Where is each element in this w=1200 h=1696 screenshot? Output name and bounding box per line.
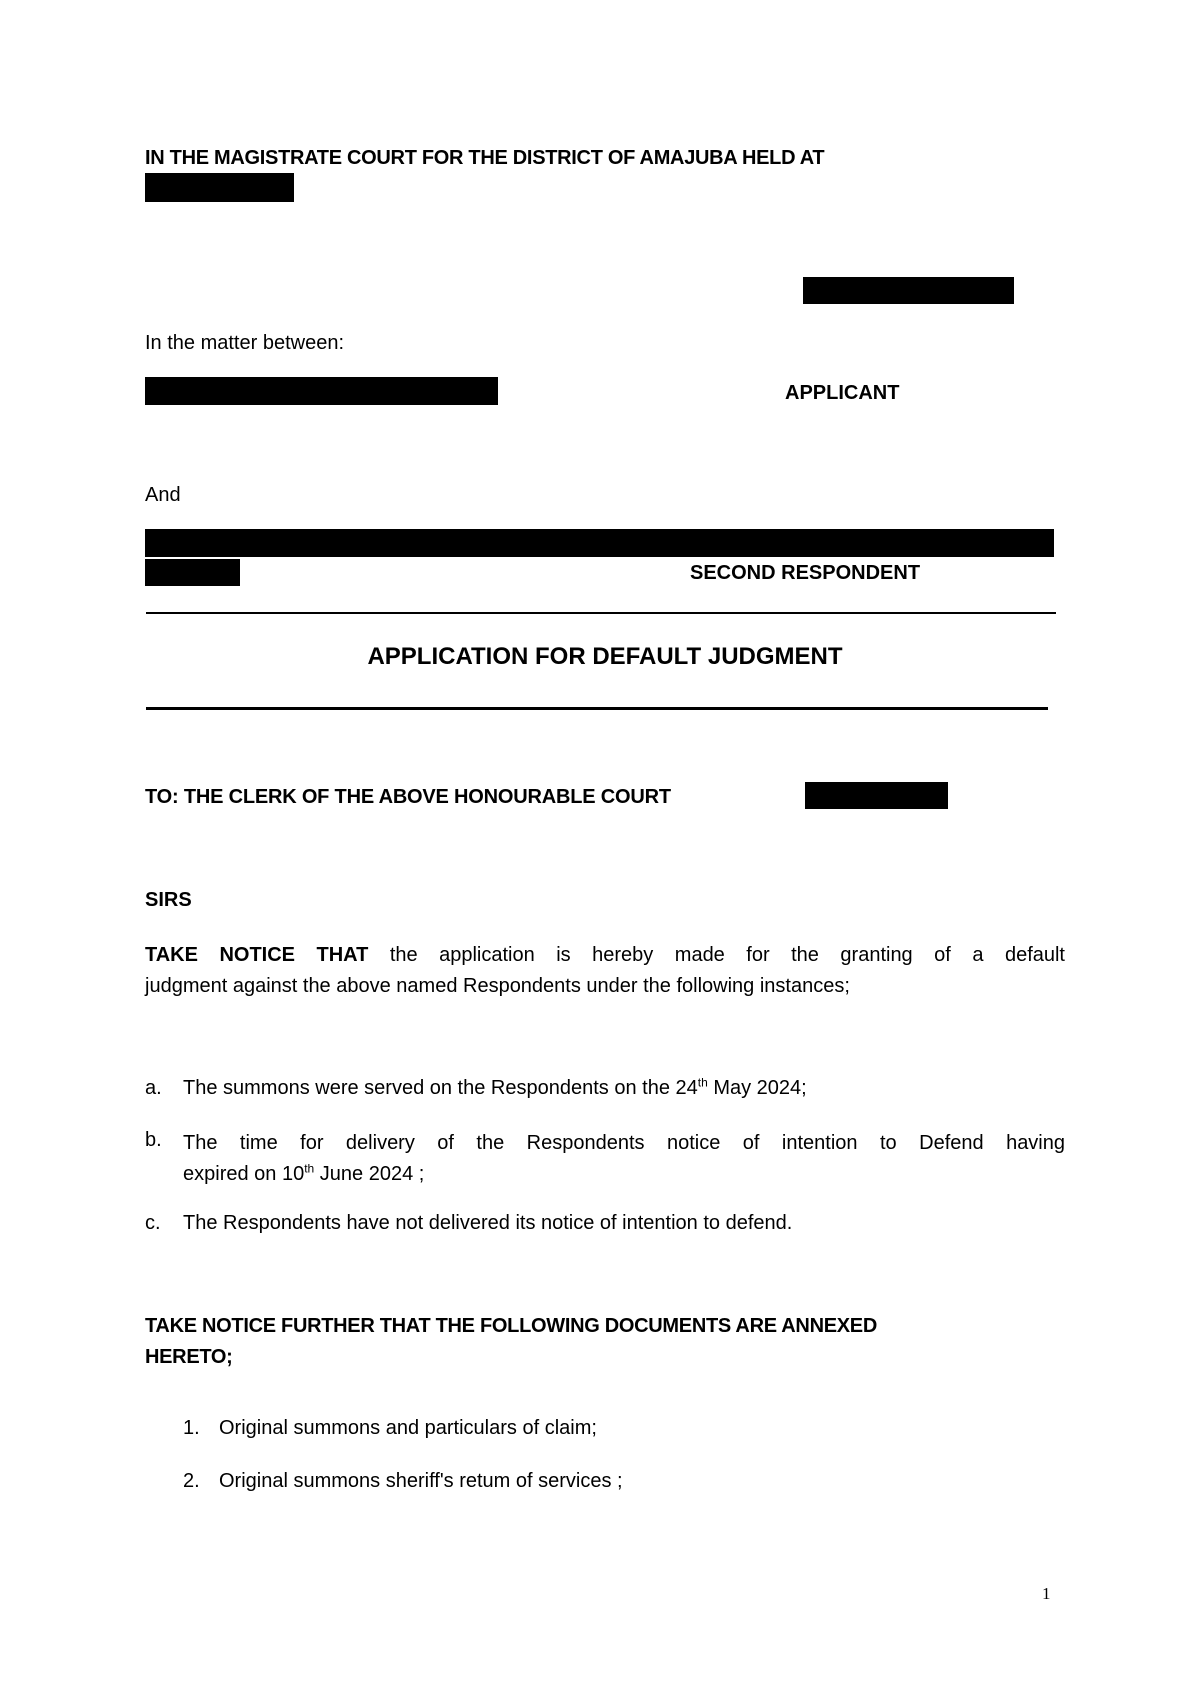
redacted-case-number bbox=[803, 277, 1014, 304]
notice-paragraph bbox=[145, 940, 1065, 1002]
instance-marker-b: b. bbox=[145, 1129, 162, 1151]
redacted-court-location-2 bbox=[805, 782, 948, 809]
annex-item-1: Original summons and particulars of claim; bbox=[219, 1417, 597, 1439]
to-line: TO: THE CLERK OF THE ABOVE HONOURABLE COURT bbox=[145, 786, 671, 808]
instance-a: The summons were served on the Respondents on the 24th May 2024; bbox=[183, 1075, 807, 1099]
annex-marker-2: 2. bbox=[183, 1470, 200, 1492]
instance-b: The time for delivery of the Respondents notice of intention to Defend having expired on 10th June 2024 ; bbox=[183, 1132, 1065, 1185]
divider-bottom bbox=[146, 707, 1048, 710]
matter-intro: In the matter between: bbox=[145, 332, 345, 354]
redacted-court-location bbox=[145, 173, 294, 202]
redacted-respondent-continued bbox=[145, 559, 240, 586]
annex-item-2: Original summons sheriff's retum of services ; bbox=[219, 1470, 623, 1492]
court-heading: IN THE MAGISTRATE COURT FOR THE DISTRICT OF AMAJUBA HELD AT bbox=[145, 147, 825, 169]
instance-c: The Respondents have not delivered its notice of intention to defend. bbox=[183, 1212, 793, 1234]
notice-lead: TAKE NOTICE THAT bbox=[145, 944, 369, 966]
and-label: And bbox=[145, 484, 181, 506]
applicant-label: APPLICANT bbox=[785, 382, 900, 404]
page-number: 1 bbox=[1042, 1584, 1051, 1603]
divider-top bbox=[146, 612, 1056, 614]
instance-marker-a: a. bbox=[145, 1077, 162, 1099]
further-notice-heading: TAKE NOTICE FURTHER THAT THE FOLLOWING DOCUMENTS ARE ANNEXED HERETO; bbox=[145, 1315, 877, 1368]
notice-line2: judgment against the above named Respondents under the following instances; bbox=[145, 975, 850, 997]
notice-line1: the application is hereby made for the granting of a default bbox=[368, 944, 1065, 966]
salutation: SIRS bbox=[145, 889, 192, 911]
second-respondent-label: SECOND RESPONDENT bbox=[690, 562, 921, 584]
redacted-applicant-name bbox=[145, 377, 498, 405]
document-title: APPLICATION FOR DEFAULT JUDGMENT bbox=[367, 643, 843, 670]
instance-marker-c: c. bbox=[145, 1212, 161, 1234]
annex-marker-1: 1. bbox=[183, 1417, 200, 1439]
redacted-respondents-names bbox=[145, 529, 1054, 557]
